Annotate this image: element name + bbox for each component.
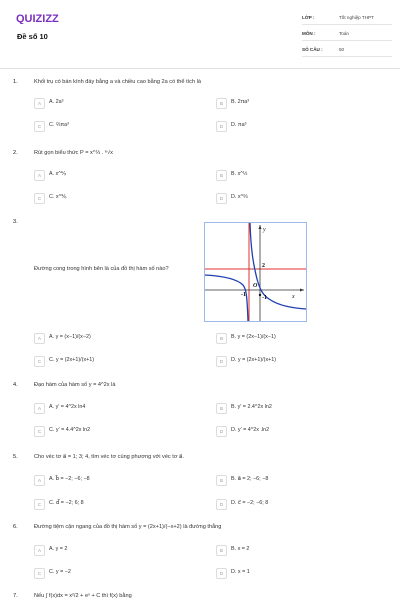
option-letter: A — [34, 98, 45, 109]
option-text: C. d⃗ = −2; 6; 8 — [49, 500, 84, 506]
option-text: D. y = (2x+1)/(x+1) — [231, 357, 277, 363]
option-letter: C — [34, 121, 45, 132]
option-text: A. y′ = 4^2x ln4 — [49, 404, 86, 410]
option-letter: B — [216, 333, 227, 344]
option-letter: B — [216, 98, 227, 109]
origin-label: O — [253, 283, 258, 289]
tick-label: 2 — [262, 263, 265, 269]
y-axis-label: y — [263, 227, 266, 233]
question-number: 4. — [13, 382, 18, 388]
option-letter: C — [34, 193, 45, 204]
option-text: B. a⃗ = 2; −6; −8 — [231, 476, 269, 482]
question-text: Khối trụ có bán kính đáy bằng a và chiều cao bằng 2a có thể tích là — [34, 79, 201, 85]
question-number: 6. — [13, 524, 18, 530]
question-text: Đạo hàm của hàm số y = 4^2x là — [34, 382, 116, 388]
option-text: B. x^½ — [231, 171, 248, 177]
option-text: A. x^⅑ — [49, 171, 67, 177]
option-letter: B — [216, 403, 227, 414]
curve-right-branch — [250, 223, 306, 309]
option-letter: C — [34, 568, 45, 579]
option-text: B. y = (2x−1)/(x−1) — [231, 334, 276, 340]
meta-label: MÔN : — [302, 31, 316, 36]
option-letter: D — [216, 426, 227, 437]
tick-label: -1 — [262, 295, 267, 301]
option-text: D. x^⅔ — [231, 194, 248, 200]
question-text: Cho véc tơ a⃗ = 1; 3; 4, tìm véc tơ cùng phương với véc tơ a⃗. — [34, 454, 185, 460]
function-graph — [204, 222, 307, 322]
option-letter: C — [34, 426, 45, 437]
quizizz-logo — [16, 11, 60, 24]
y-axis-arrow — [259, 225, 262, 229]
option-letter: B — [216, 170, 227, 181]
option-letter: A — [34, 545, 45, 556]
option-letter: A — [34, 403, 45, 414]
option-text: D. x = 1 — [231, 569, 250, 575]
option-letter: A — [34, 475, 45, 486]
option-text: C. y′ = 4.4^2x ln2 — [49, 427, 91, 433]
option-letter: D — [216, 568, 227, 579]
option-text: A. y = (x−1)/(x−2) — [49, 334, 91, 340]
option-letter: B — [216, 545, 227, 556]
exam-meta — [302, 15, 392, 63]
meta-label: LỚP : — [302, 15, 315, 20]
option-text: D. c⃗ = −2; −6; 8 — [231, 500, 269, 506]
option-text: C. y = (2x+1)/(x+1) — [49, 357, 95, 363]
option-text: D. πa³ — [231, 122, 247, 128]
option-text: C. y = −2 — [49, 569, 71, 575]
question-number: 5. — [13, 454, 18, 460]
option-letter: D — [216, 193, 227, 204]
intercept-point — [259, 294, 261, 296]
option-text: D. y′ = 4^2x .ln2 — [231, 427, 270, 433]
option-text: B. y′ = 2.4^2x ln2 — [231, 404, 272, 410]
x-axis-arrow — [300, 289, 304, 292]
meta-label: SỐ CÂU : — [302, 47, 323, 52]
option-text: A. 2a³ — [49, 99, 64, 105]
x-axis-label: x — [292, 294, 295, 300]
question-number: 1. — [13, 79, 18, 85]
svg-text:QUIZIZZ: QUIZIZZ — [16, 13, 59, 24]
meta-row-question-count — [302, 47, 392, 57]
question-number: 2. — [13, 150, 18, 156]
option-text: A. b⃗ = −2; −6; −8 — [49, 476, 90, 482]
worksheet-header — [0, 0, 400, 69]
meta-value: Toán — [339, 31, 349, 36]
option-letter: A — [34, 333, 45, 344]
option-letter: D — [216, 356, 227, 367]
tick-label: -1 — [241, 292, 246, 298]
question-text: Rút gọn biểu thức P = x^⅓ . ⁶√x — [34, 150, 113, 156]
meta-value: 50 — [339, 47, 345, 52]
option-text: B. x = 2 — [231, 546, 250, 552]
question-number: 3. — [13, 219, 18, 225]
question-text: Đường tiệm cận ngang của đồ thị hàm số y = (2x+1)/(−x+2) là đường thẳng — [34, 524, 222, 530]
meta-row-subject — [302, 31, 392, 41]
option-letter: C — [34, 356, 45, 367]
option-text: B. 2πa³ — [231, 99, 250, 105]
question-number: 7. — [13, 593, 18, 599]
exam-title: Đề số 10 — [17, 32, 48, 41]
option-letter: D — [216, 121, 227, 132]
option-letter: B — [216, 475, 227, 486]
meta-row-class — [302, 15, 392, 25]
option-letter: C — [34, 499, 45, 510]
meta-value: Tốt nghiệp THPT — [339, 15, 374, 20]
option-text: A. y = 2 — [49, 546, 68, 552]
option-text: C. x^⅙ — [49, 194, 67, 200]
question-text: Nếu ∫ f(x)dx = x²/2 + eˣ + C thì f(x) bằng — [34, 593, 132, 599]
question-text: Đường cong trong hình bên là của đồ thị hàm số nào? — [34, 266, 169, 272]
option-letter: A — [34, 170, 45, 181]
option-letter: D — [216, 499, 227, 510]
curve-left-branch — [205, 275, 248, 321]
option-text: C. ⅔πa³ — [49, 122, 69, 128]
